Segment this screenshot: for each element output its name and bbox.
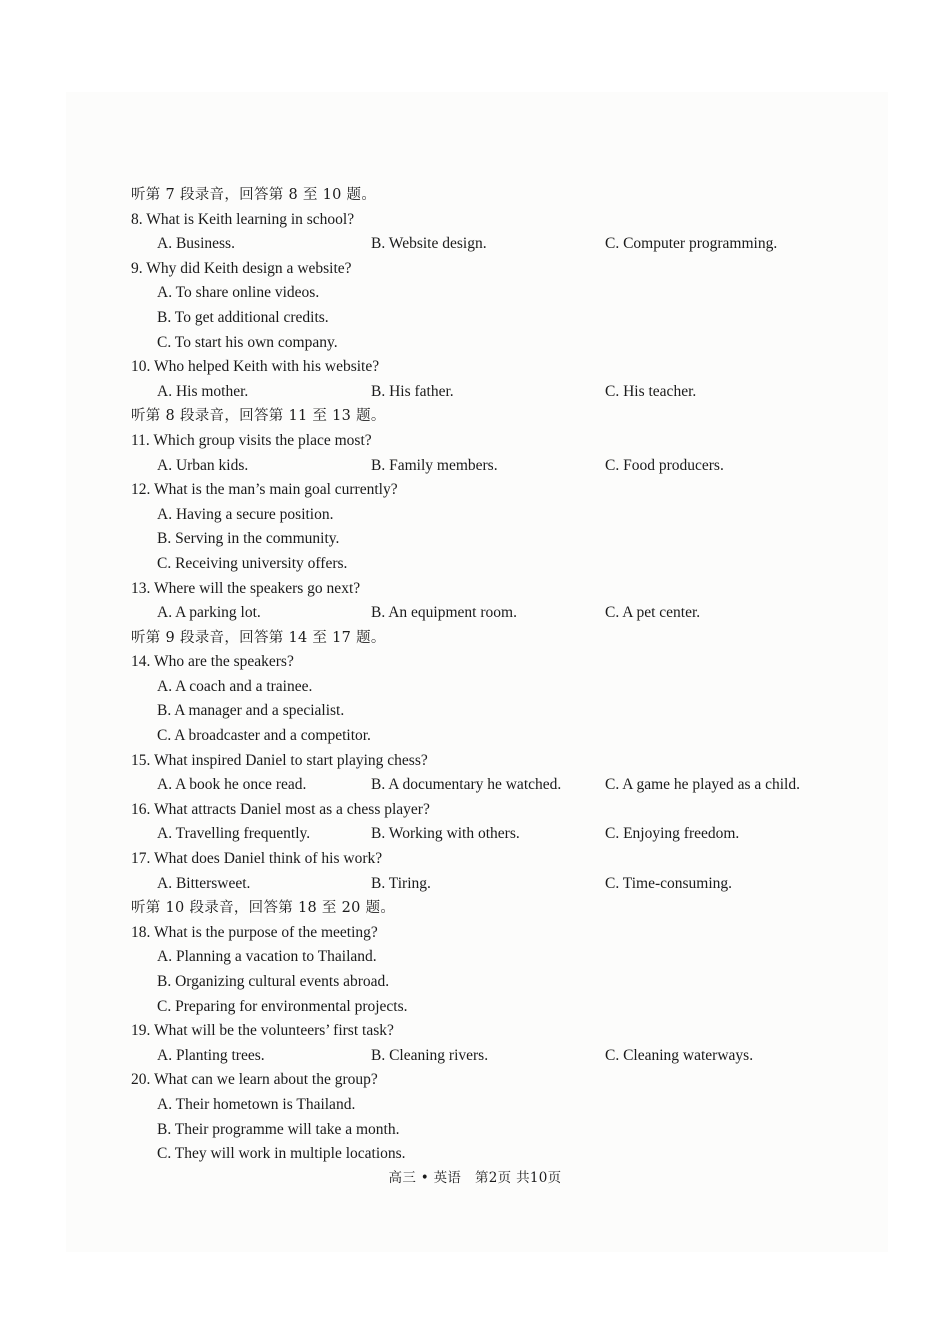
question-20-stem: 20. What can we learn about the group? [131,1071,378,1089]
option-a: A. Planting trees. [157,1046,265,1064]
option-a: A. A book he once read. [157,776,307,794]
option-a: A. His mother. [157,382,249,400]
question-14-stem: 14. Who are the speakers? [131,653,294,671]
option-b: B. Tiring. [371,874,431,892]
question-9-stem: 9. Why did Keith design a website? [131,259,352,277]
question-19-options [131,1044,831,1069]
option-c: C. Receiving university offers. [157,554,348,572]
option-b: B. His father. [371,382,454,400]
option-c: C. Cleaning waterways. [605,1046,754,1064]
question-10-options [131,380,831,405]
question-8-stem: 8. What is Keith learning in school? [131,210,355,228]
option-b: B. Their programme will take a month. [157,1120,400,1138]
option-c: C. His teacher. [605,382,697,400]
option-b: B. An equipment room. [371,604,517,622]
section-heading-7: 听第 7 段录音，回答第 8 至 10 题。 [131,187,377,203]
option-b: B. Family members. [371,456,498,474]
option-a: A. A parking lot. [157,604,261,622]
question-11-options [131,454,831,479]
question-12-stem: 12. What is the man’s main goal currently? [131,481,398,499]
question-15-stem: 15. What inspired Daniel to start playing chess? [131,751,428,769]
exam-listening-section [131,183,831,1167]
option-a: A. Bittersweet. [157,874,251,892]
option-a: A. A coach and a trainee. [157,677,313,695]
option-b: B. Working with others. [371,825,520,843]
question-11-stem: 11. Which group visits the place most? [131,431,372,449]
page-footer: 高三 • 英语 第2页 共10页 [388,1170,562,1186]
option-a: A. Business. [157,235,235,253]
question-8-options [131,232,831,257]
option-b: B. A documentary he watched. [371,776,562,794]
option-c: C. Food producers. [605,456,724,474]
option-c: C. A pet center. [605,604,701,622]
option-b: B. Serving in the community. [157,530,340,548]
option-b: B. Organizing cultural events abroad. [157,973,390,990]
option-c: C. They will work in multiple locations. [157,1145,406,1163]
option-c: C. A broadcaster and a competitor. [157,727,371,745]
section-heading-8: 听第 8 段录音，回答第 11 至 13 题。 [131,408,386,425]
option-c: C. A game he played as a child. [605,776,800,794]
question-16-options [131,822,831,847]
option-b: B. To get additional credits. [157,308,329,326]
option-c: C. To start his own company. [157,333,338,351]
option-a: A. To share online videos. [157,284,320,302]
option-b: B. Cleaning rivers. [371,1046,489,1064]
option-c: C. Time-consuming. [605,874,733,892]
question-17-options [131,872,831,897]
question-13-stem: 13. Where will the speakers go next? [131,579,361,597]
question-10-stem: 10. Who helped Keith with his website? [131,358,380,376]
section-heading-10: 听第 10 段录音，回答第 18 至 20 题。 [131,900,396,917]
option-c: C. Enjoying freedom. [605,825,740,843]
question-18-stem: 18. What is the purpose of the meeting? [131,923,378,941]
question-13-options [131,601,831,626]
option-a: A. Having a secure position. [157,505,334,523]
question-19-stem: 19. What will be the volunteers’ first task? [131,1022,394,1040]
section-heading-9: 听第 9 段录音，回答第 14 至 17 题。 [131,629,386,646]
option-c: C. Preparing for environmental projects. [157,997,408,1015]
question-15-options [131,773,831,798]
option-b: B. Website design. [371,235,487,253]
option-b: B. A manager and a specialist. [157,702,345,720]
question-17-stem: 17. What does Daniel think of his work? [131,850,383,868]
option-a: A. Travelling frequently. [157,825,311,843]
question-16-stem: 16. What attracts Daniel most as a chess player? [131,800,430,818]
option-a: A. Planning a vacation to Thailand. [157,948,377,966]
option-a: A. Urban kids. [157,456,249,474]
option-a: A. Their hometown is Thailand. [157,1095,356,1113]
option-c: C. Computer programming. [605,235,778,253]
